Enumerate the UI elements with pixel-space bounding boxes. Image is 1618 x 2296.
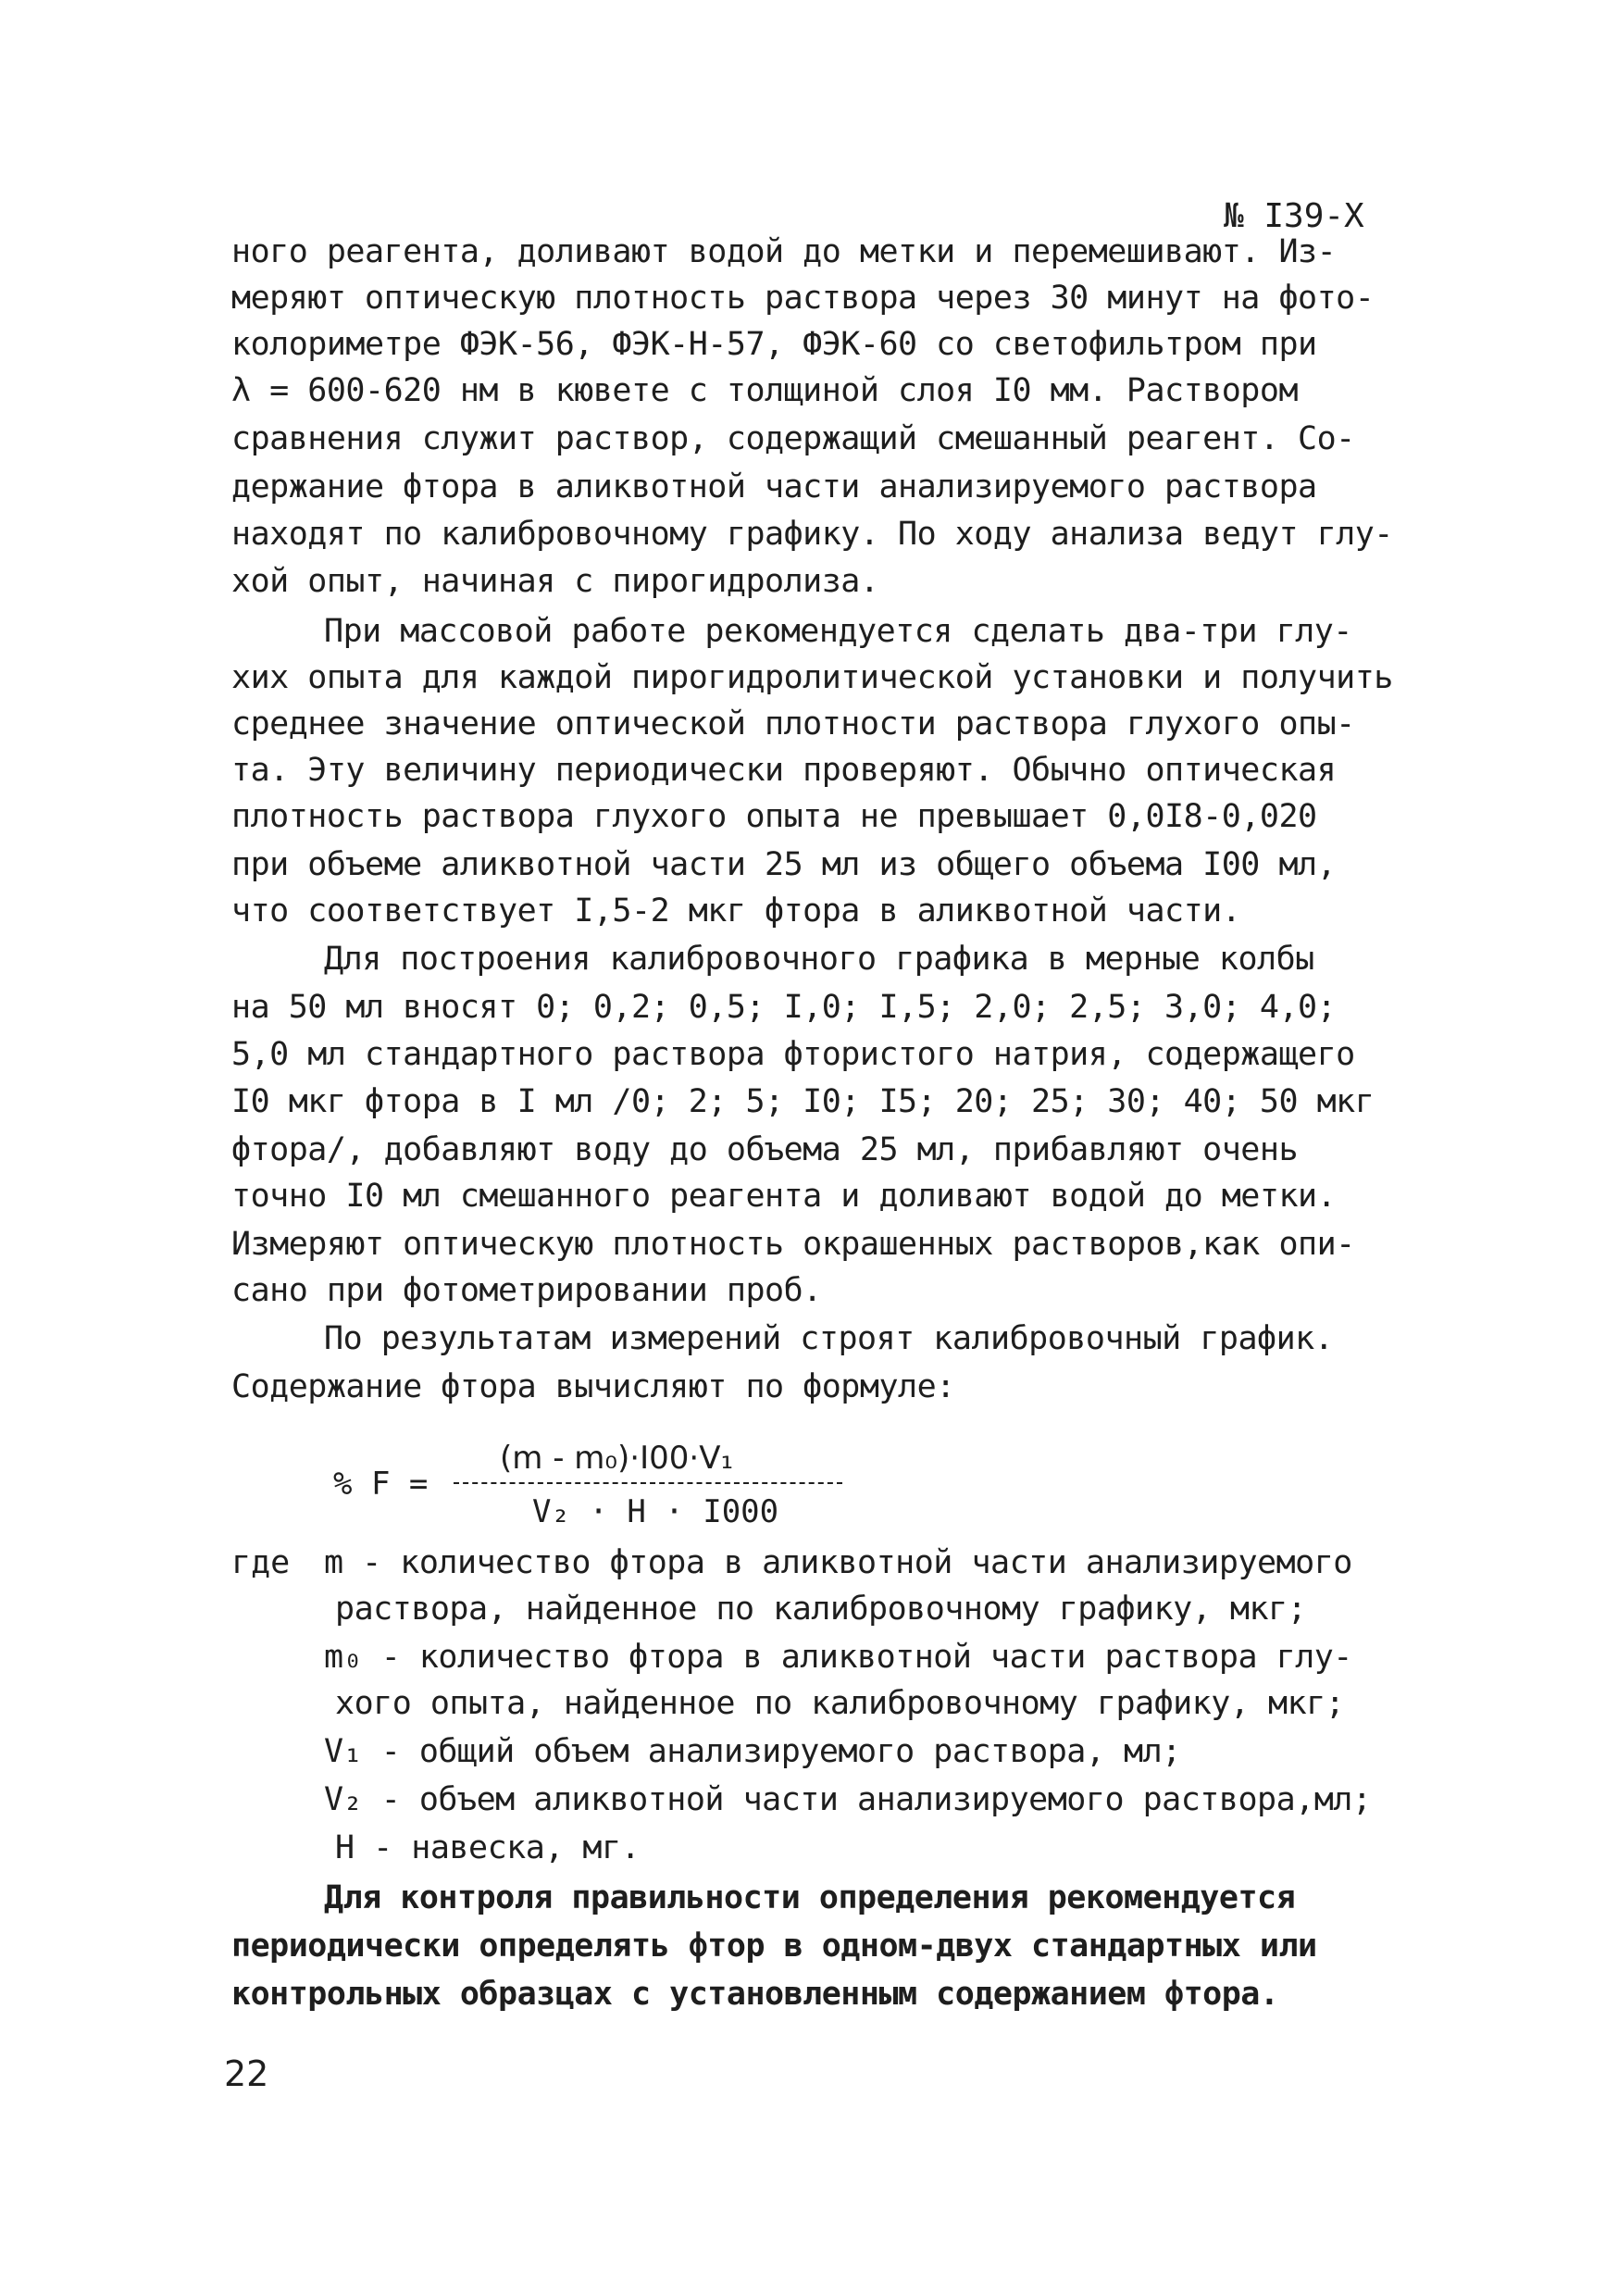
- text-line: фтора/, добавляют воду до объема 25 мл, прибавляют очень: [231, 1131, 1299, 1168]
- text-line: находят по калибровочному графику. По ходу анализа ведут глу-: [231, 516, 1393, 553]
- fluorine-formula: [333, 1440, 852, 1551]
- text-line: сано при фотометрировании проб.: [231, 1272, 822, 1309]
- text-line: колориметре ФЭК-56, ФЭК-Н-57, ФЭК-60 со светофильтром при: [231, 326, 1317, 363]
- definition-line: m - количество фтора в аликвотной части анализируемого: [324, 1544, 1352, 1581]
- text-line: I0 мкг фтора в I мл /0; 2; 5; I0; I5; 20; 25; 30; 40; 50 мкг: [231, 1083, 1375, 1120]
- text-line: точно I0 мл смешанного реагента и доливают водой до метки.: [231, 1178, 1337, 1215]
- formula-numerator: (m - m₀)·I00·V₁: [500, 1440, 734, 1477]
- text-line: При массовой работе рекомендуется сделать два-три глу-: [324, 613, 1352, 650]
- text-line: хих опыта для каждой пирогидролитической установки и получить: [231, 659, 1393, 696]
- page-number: 22: [224, 2053, 269, 2094]
- text-line: меряют оптическую плотность раствора через 30 минут на фото-: [231, 280, 1375, 317]
- definition-line: V₂ - объем аликвотной части анализируемого раствора,мл;: [324, 1781, 1372, 1818]
- text-line: та. Эту величину периодически проверяют. Обычно оптическая: [231, 752, 1337, 789]
- text-line: По результатам измерений строят калибровочный график.: [324, 1320, 1334, 1357]
- definition-line: V₁ - общий объем анализируемого раствора, мл;: [324, 1733, 1181, 1770]
- formula-lhs: % F =: [333, 1466, 429, 1503]
- text-line: сравнения служит раствор, содержащий смешанный реагент. Со-: [231, 420, 1355, 457]
- text-line: периодически определять фтор в одном-двух стандартных или: [231, 1928, 1317, 1965]
- document-number: № I39-X: [1224, 197, 1364, 235]
- text-line: держание фтора в аликвотной части анализируемого раствора: [231, 468, 1317, 505]
- definition-line: m₀ - количество фтора в аликвотной части раствора глу-: [324, 1639, 1352, 1676]
- formula-denominator: V₂ · H · I000: [532, 1493, 779, 1530]
- text-line: Измеряют оптическую плотность окрашенных растворов,как опи-: [231, 1226, 1355, 1263]
- text-line: на 50 мл вносят 0; 0,2; 0,5; I,0; I,5; 2,0; 2,5; 3,0; 4,0;: [231, 989, 1337, 1026]
- text-line: λ = 600-620 нм в кювете с толщиной слоя I0 мм. Раствором: [231, 372, 1299, 409]
- definition-line: раствора, найденное по калибровочному графику, мкг;: [335, 1591, 1307, 1628]
- text-line: плотность раствора глухого опыта не превышает 0,0I8-0,020: [231, 798, 1317, 835]
- text-line: при объеме аликвотной части 25 мл из общего объема I00 мл,: [231, 846, 1337, 883]
- definition-line: хого опыта, найденное по калибровочному графику, мкг;: [335, 1685, 1345, 1722]
- definitions-label: где: [231, 1544, 291, 1581]
- text-line: ного реагента, доливают водой до метки и перемешивают. Из-: [231, 233, 1337, 270]
- text-line: Содержание фтора вычисляют по формуле:: [231, 1368, 955, 1405]
- text-line: что соответствует I,5-2 мкг фтора в аликвотной части.: [231, 892, 1241, 930]
- text-line: 5,0 мл стандартного раствора фтористого натрия, содержащего: [231, 1036, 1355, 1073]
- text-line: Для построения калибровочного графика в мерные колбы: [324, 941, 1314, 978]
- definition-line: H - навеска, мг.: [335, 1829, 641, 1866]
- text-line: среднее значение оптической плотности раствора глухого опы-: [231, 705, 1355, 742]
- text-line: хой опыт, начиная с пирогидролиза.: [231, 563, 879, 600]
- text-line: контрольных образцах с установленным содержанием фтора.: [231, 1976, 1279, 2013]
- fraction-bar: [454, 1482, 842, 1484]
- text-line: Для контроля правильности определения рекомендуется: [324, 1879, 1296, 1916]
